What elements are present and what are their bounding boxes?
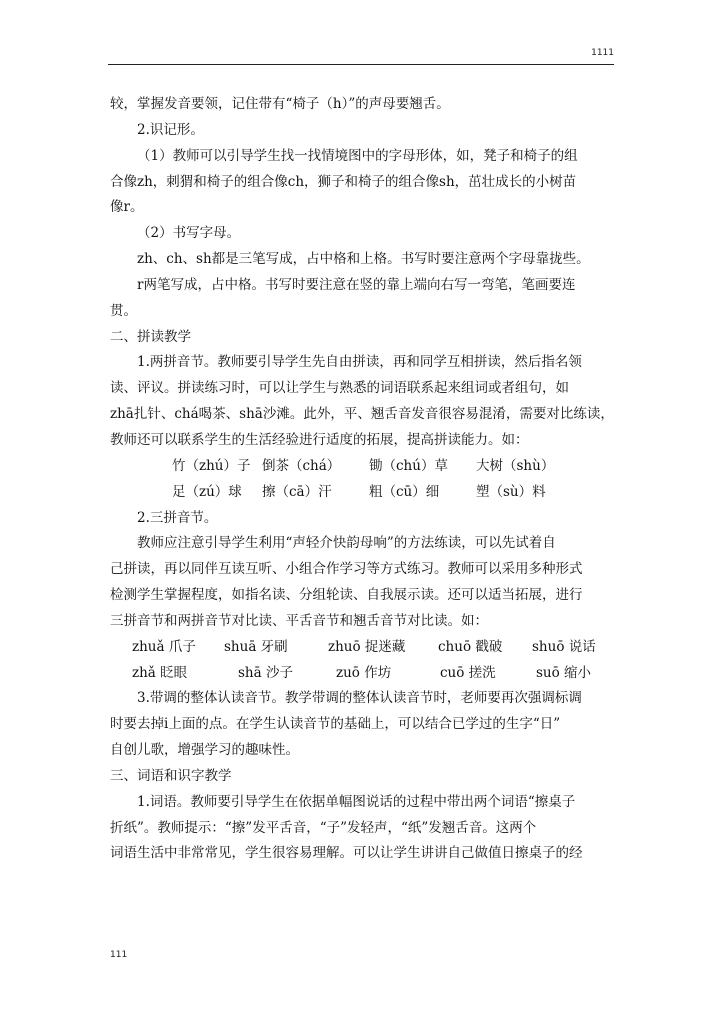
paragraph-line: zh、ch、sh都是三笔写成，占中格和上格。书写时要注意两个字母靠拢些。 (137, 251, 590, 268)
paragraph-line: 3.带调的整体认读音节。教学带调的整体认读音节时，老师要再次强调标调 (137, 690, 582, 707)
pinyin-example: 粗（cū）细 (369, 483, 440, 500)
triple-syllable-row (110, 661, 616, 687)
triple-syllable-example: zhuō 捉迷藏 (328, 638, 406, 655)
pinyin-example: 足（zú）球 (172, 483, 242, 500)
paragraph-line: 教师应注意引导学生利用“声轻介快韵母响”的方法练读，可以先试着自 (137, 535, 556, 552)
pinyin-example: 锄（chú）草 (369, 457, 448, 474)
triple-syllable-example: shuō 说话 (532, 638, 596, 655)
pinyin-example: 塑（sù）料 (476, 483, 546, 500)
subheading-memorize-shape: 2.识记形。 (137, 121, 204, 138)
pinyin-example: 倒茶（chá） (262, 457, 341, 474)
paragraph-line: （2）书写字母。 (137, 225, 241, 242)
pinyin-example: 大树（shù） (476, 457, 555, 474)
triple-syllable-example: shuā 牙刷 (224, 638, 288, 655)
triple-syllable-example: chuō 戳破 (438, 638, 503, 655)
paragraph-line: 检测学生掌握程度，如指名读、分组轮读、自我展示读。还可以适当拓展，进行 (110, 587, 583, 604)
triple-syllable-row (110, 635, 616, 661)
paragraph-line: 词语生活中非常常见，学生很容易理解。可以让学生讲讲自己做值日擦桌子的经 (110, 845, 583, 862)
paragraph-line: 自创儿歌，增强学习的趣味性。 (110, 742, 299, 759)
subheading-triple-syllables: 2.三拼音节。 (137, 509, 218, 526)
paragraph-line: 己拼读，再以同伴互读互听、小组合作学习等方式练习。教师可以采用多种形式 (110, 561, 583, 578)
paragraph-line: 较，掌握发音要领，记住带有“椅子（h）”的声母要翘舌。 (110, 96, 450, 112)
paragraph-line: 1.词语。教师要引导学生在依据单幅图说话的过程中带出两个词语“擦桌子 (137, 793, 576, 810)
paragraph-line: （1）教师可以引导学生找一找情境图中的字母形体，如，凳子和椅子的组 (137, 147, 578, 164)
header-page-number: 1111 (591, 48, 614, 58)
pinyin-example: 竹（zhú）子 (172, 457, 251, 474)
paragraph-line: 折纸”。教师提示：“擦”发平舌音，“子”发轻声，“纸”发翘舌音。这两个 (110, 819, 537, 836)
pinyin-example-row (110, 454, 616, 480)
triple-syllable-example: zhuǎ 爪子 (132, 638, 196, 655)
paragraph-line: r两笔写成，占中格。书写时要注意在竖的靠上端向右写一弯笔，笔画要连 (137, 276, 576, 293)
page-header (108, 46, 614, 65)
paragraph-line: 像r。 (110, 199, 144, 216)
triple-syllable-example: zuō 作坊 (336, 664, 392, 681)
paragraph-line: zhā扎针、chá喝茶、shā沙滩。此外，平、翘舌音发音很容易混淆，需要对比练读， (110, 406, 614, 423)
footer-page-number: 111 (110, 950, 128, 960)
pinyin-example-row (110, 480, 616, 506)
paragraph-line: 合像zh，刺猬和椅子的组合像ch，狮子和椅子的组合像sh，茁壮成长的小树苗 (110, 173, 577, 190)
triple-syllable-example: zhǎ 眨眼 (132, 664, 188, 681)
paragraph-line: 时要去掉i上面的点。在学生认读音节的基础上，可以结合已学过的生字“日” (110, 716, 561, 733)
paragraph-line: 教师还可以联系学生的生活经验进行适度的拓展，提高拼读能力。如： (110, 431, 529, 448)
document-body (110, 92, 616, 867)
paragraph-line: 三拼音节和两拼音节对比读、平舌音节和翘舌音节对比读。如： (110, 612, 488, 629)
section-heading-pinyin-reading: 二、拼读教学 (110, 328, 191, 345)
paragraph-line: 读、评议。拼读练习时，可以让学生与熟悉的词语联系起来组词或者组句，如 (110, 380, 569, 397)
triple-syllable-example: suō 缩小 (536, 664, 592, 681)
section-heading-words-literacy: 三、词语和识字教学 (110, 767, 232, 784)
triple-syllable-example: cuō 搓洗 (440, 664, 496, 681)
pinyin-example: 擦（cā）汗 (262, 483, 332, 500)
triple-syllable-example: shā 沙子 (238, 664, 293, 681)
paragraph-line: 1.两拼音节。教师要引导学生先自由拼读，再和同学互相拼读，然后指名领 (137, 354, 582, 371)
paragraph-line: 贯。 (110, 302, 137, 319)
